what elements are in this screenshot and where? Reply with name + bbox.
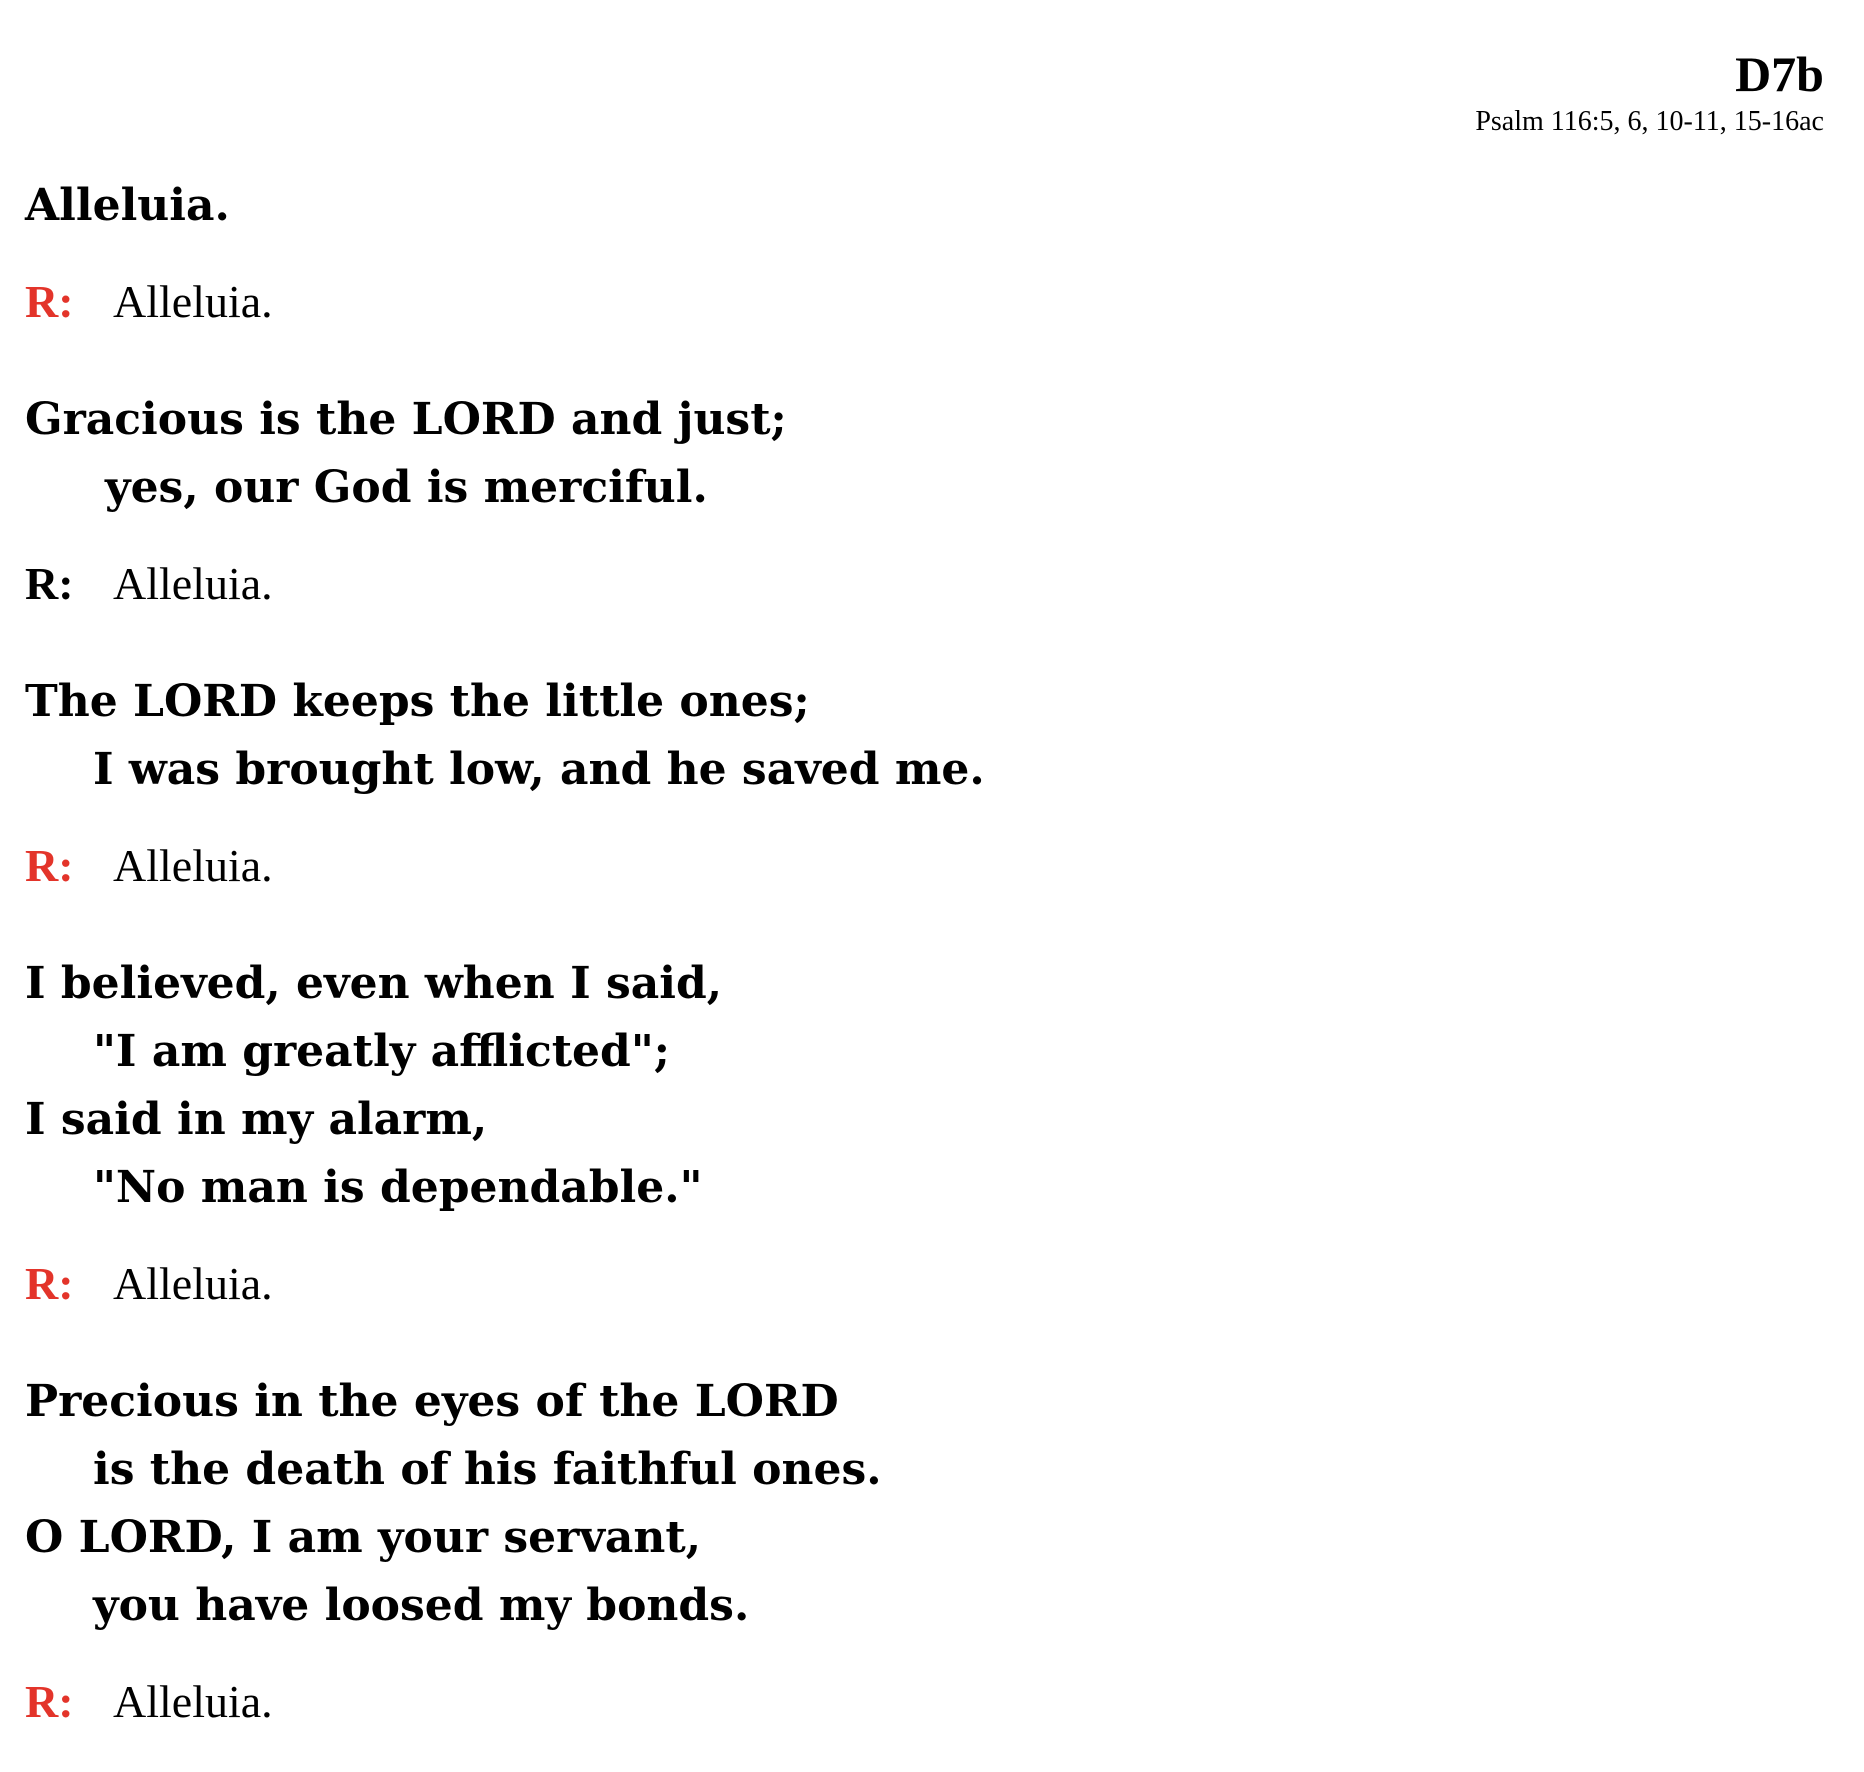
psalm-reference: Psalm 116:5, 6, 10-11, 15-16ac [1475, 106, 1824, 137]
response-text: Alleluia. [113, 276, 273, 327]
stanza-3 [25, 950, 1824, 1222]
response-label: R: [25, 1258, 74, 1309]
reading-code: D7b [1735, 46, 1824, 102]
stanza-line-indented: you have loosed my bonds. [93, 1580, 750, 1631]
response-label: R: [25, 276, 74, 327]
stanza-line: I believed, even when I said, [25, 958, 723, 1009]
stanza-line: Precious in the eyes of the LORD [25, 1376, 839, 1427]
stanza-line-indented: I was brought low, and he saved me. [93, 744, 985, 795]
stanza-line: O LORD, I am your servant, [25, 1512, 702, 1563]
response-label: R: [25, 1676, 74, 1727]
page-header [1475, 44, 1824, 140]
stanza-line: I said in my alarm, [25, 1094, 488, 1145]
response-text: Alleluia. [113, 1676, 273, 1727]
stanza-line: Gracious is the LORD and just; [25, 394, 787, 445]
stanza-line-indented: "No man is dependable." [93, 1162, 703, 1213]
response-2 [25, 832, 1824, 900]
response-label: R: [25, 558, 74, 609]
response-text: Alleluia. [113, 1258, 273, 1309]
psalm-content [25, 172, 1824, 1736]
stanza-4 [25, 1368, 1824, 1640]
stanza-2 [25, 668, 1824, 804]
stanza-line-indented: is the death of his faithful ones. [93, 1444, 882, 1495]
response-4 [25, 1668, 1824, 1736]
stanza-1 [25, 386, 1824, 522]
stanza-line-indented: "I am greatly afflicted"; [93, 1026, 670, 1077]
stanza-line-indented: yes, our God is merciful. [105, 462, 708, 513]
response-text: Alleluia. [113, 840, 273, 891]
response-0 [25, 268, 1824, 336]
antiphon: Alleluia. [25, 180, 230, 231]
response-3 [25, 1250, 1824, 1318]
stanza-line: The LORD keeps the little ones; [25, 676, 810, 727]
response-text: Alleluia. [113, 558, 273, 609]
response-label: R: [25, 840, 74, 891]
response-1 [25, 550, 1824, 618]
